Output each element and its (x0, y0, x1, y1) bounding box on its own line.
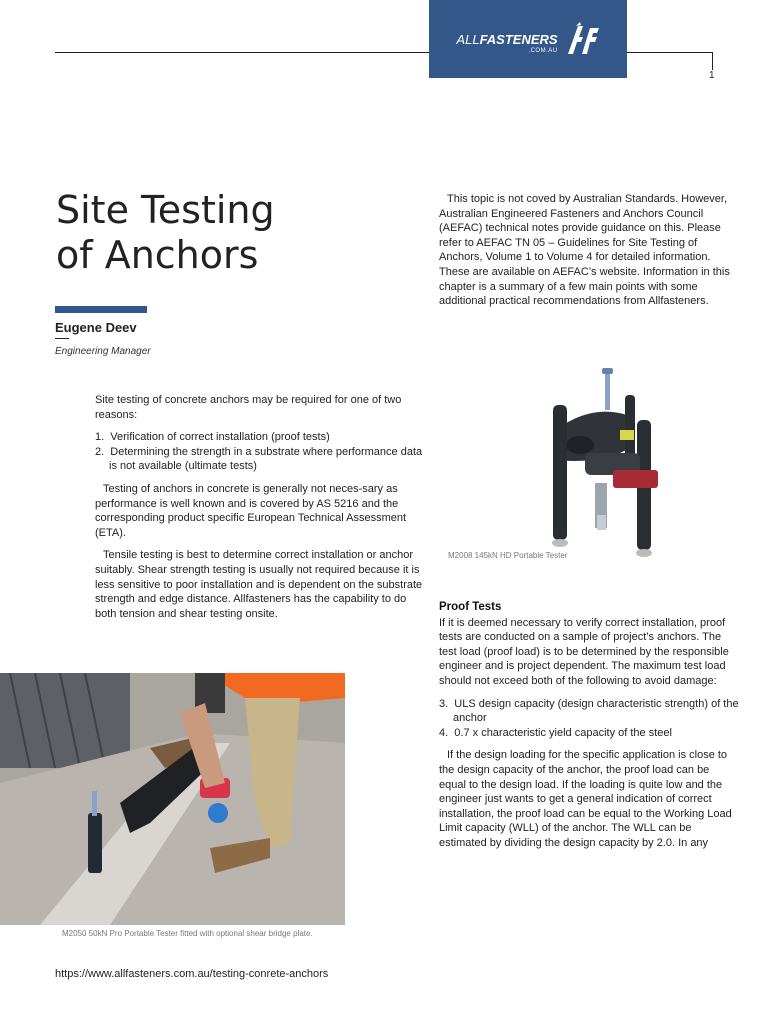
design-load-paragraph: If the design loading for the specific application is close to the design capacity of the anchor, the proof load can be equal to the design load. If the loading is quite low and the engineer just wants to get a general indication of correct installation, the proof load can be equal to the Working Load Limit capacity (WLL) of the anchor. The WLL can be estimated by dividing the design capacity by 2.0. In any (439, 749, 732, 849)
author-name: Eugene Deev (55, 320, 137, 335)
concrete-paragraph: Testing of anchors in concrete is generally not neces-sary as performance is well known and is covered by AS 5216 and the corresponding product specific European Technical Assessment (ETA). (95, 482, 407, 539)
figure-caption-pro-tester: M2050 50kN Pro Portable Tester fitted with optional shear bridge plate. (62, 929, 313, 938)
proof-tests-heading: Proof Tests (439, 601, 502, 613)
source-url-link[interactable]: https://www.allfasteners.com.au/testing-conrete-anchors (55, 968, 329, 980)
site-testing-photo (0, 673, 345, 925)
author-rule (55, 338, 69, 339)
header-rule-right (627, 52, 713, 53)
list-item: 3. ULS design capacity (design characteristic strength) of the anchor (439, 697, 739, 725)
right-column-proof (439, 600, 739, 859)
tensile-paragraph: Tensile testing is best to determine correct installation or anchor suitably. Shear strength testing is usually not required because it is less sensitive to poor installation and is dependent on the substrate strength and edge distance. Allfasteners has the capability to do both tension and shear testing onsite. (95, 549, 423, 620)
reasons-list (95, 430, 425, 474)
list-item: 2. Determining the strength in a substrate where performance data is not available (ultimate tests) (95, 445, 423, 473)
proof-limits-list (439, 697, 739, 741)
title-accent-bar (55, 306, 147, 313)
hd-tester-photo (525, 365, 665, 570)
figure-caption-hd-tester: M2008 145kN HD Portable Tester (448, 551, 568, 560)
left-column-body (95, 393, 425, 629)
right-column-intro (439, 192, 739, 309)
intro-reasons: Site testing of concrete anchors may be required for one of two reasons: (95, 394, 402, 421)
proof-paragraph: If it is deemed necessary to verify correct installation, proof tests are conducted on a sample of project’s anchors. The test load (proof load) is to be determined by the responsible engineer and is project dependent. The maximum test load should not exceed both of the following to avoid damage: (439, 616, 729, 687)
page-number: 1 (709, 70, 715, 81)
list-item: 4. 0.7 x characteristic yield capacity of the steel (439, 726, 672, 739)
header-rule (55, 52, 430, 53)
header-tick (712, 52, 713, 70)
intro-paragraph: This topic is not coved by Australian Standards. However, Australian Engineered Fasteners and Anchors Council (AEFAC) technical notes provide guidance on this. Please refer to AEFAC TN 05 – Guidelines for Site Testing of Anchors, Volume 1 to Volume 4 for detailed information. These are available on AEFAC’s website. Information in this chapter is a summary of a few main points with some additional practical recommendations from Allfasteners. (439, 193, 730, 308)
author-role: Engineering Manager (55, 346, 151, 357)
brand-logo (429, 0, 627, 78)
list-item: 1. Verification of correct installation (proof tests) (95, 431, 330, 444)
page-title: Site Testing of Anchors (56, 188, 275, 277)
logo-wordmark: ALLFASTENERS .COM.AU (456, 31, 558, 54)
af-logo-icon (566, 22, 600, 56)
